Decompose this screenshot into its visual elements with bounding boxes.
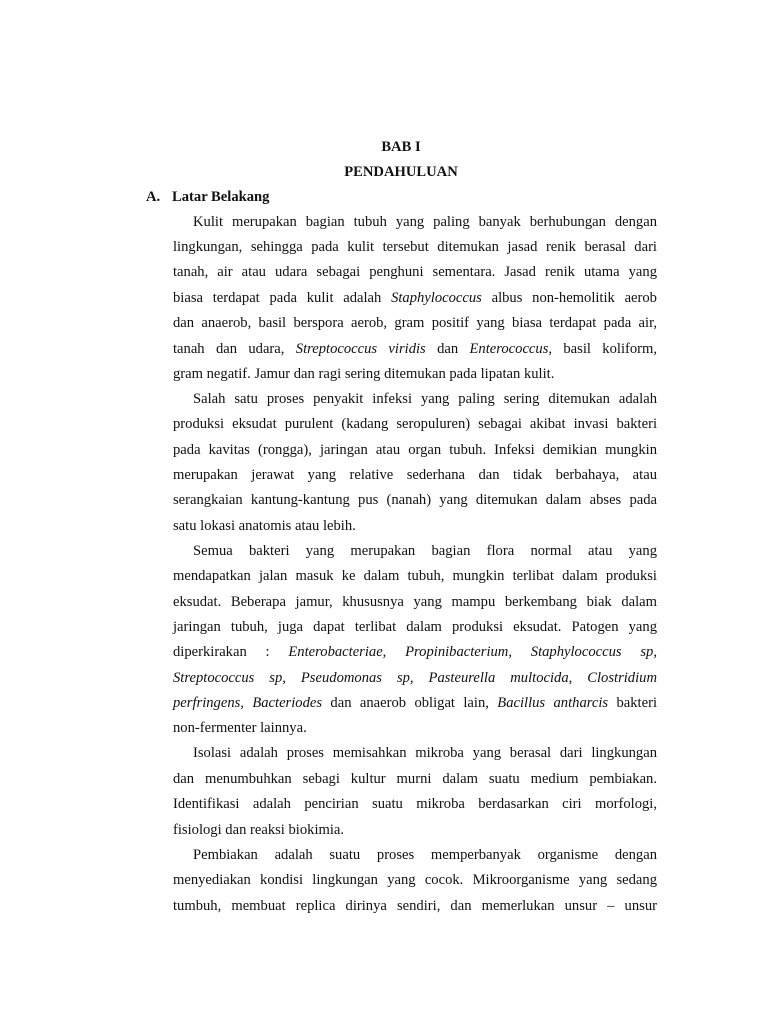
body-text: lingkungan, sehingga pada kulit tersebut ditemukan jasad renik berasal dari	[173, 239, 657, 255]
body-line	[173, 870, 657, 890]
section-title: Latar Belakang	[172, 189, 270, 205]
body-line	[173, 668, 657, 688]
italic-term: Enterococcus,	[469, 341, 553, 357]
body-text: pada kavitas (rongga), jaringan atau organ tubuh. Infeksi demikian mungkin	[173, 442, 657, 458]
body-line	[193, 541, 657, 561]
section-number: A.	[146, 189, 161, 205]
chapter-title: PENDAHULUAN	[344, 164, 458, 180]
body-text: serangkaian kantung-kantung pus (nanah) yang ditemukan dalam abses pada	[173, 492, 657, 508]
body-text: dan anaerob, basil berspora aerob, gram positif yang biasa terdapat pada air,	[173, 315, 657, 331]
body-line	[173, 490, 657, 510]
body-text: tanah, air atau udara sebagai penghuni sementara. Jasad renik utama yang	[173, 264, 657, 280]
body-text: Kulit merupakan bagian tubuh yang paling banyak berhubungan dengan	[193, 214, 657, 230]
body-text: Semua bakteri yang merupakan bagian flora normal atau yang	[193, 543, 657, 559]
body-text: basil koliform,	[552, 341, 658, 357]
body-line	[173, 465, 657, 485]
body-text: biasa terdapat pada kulit adalah	[173, 290, 392, 306]
chapter-number: BAB I	[381, 139, 421, 155]
body-text: dan anaerob obligat lain,	[322, 695, 498, 711]
body-text: eksudat. Beberapa jamur, khususnya yang mampu berkembang biak dalam	[173, 594, 657, 610]
body-line	[173, 440, 657, 460]
body-line	[173, 364, 657, 384]
body-line	[193, 389, 657, 409]
body-text: tanah dan udara,	[173, 341, 296, 357]
body-text: fisiologi dan reaksi biokimia.	[173, 822, 345, 838]
body-line	[173, 693, 657, 713]
body-text: non-fermenter lainnya.	[173, 720, 307, 736]
body-line	[173, 617, 657, 637]
body-text: Salah satu proses penyakit infeksi yang paling sering ditemukan adalah	[193, 391, 657, 407]
body-text: produksi eksudat purulent (kadang seropuluren) sebagai akibat invasi bakteri	[173, 416, 657, 432]
body-line	[173, 516, 657, 536]
body-line	[173, 262, 657, 282]
body-text: satu lokasi anatomis atau lebih.	[173, 518, 356, 534]
body-text: dan	[425, 341, 470, 357]
body-text: menyediakan kondisi lingkungan yang cocok. Mikroorganisme yang sedang	[173, 872, 657, 888]
body-line	[193, 743, 657, 763]
section-heading	[146, 187, 269, 207]
body-text: dan menumbuhkan sebagi kultur murni dalam suatu medium pembiakan.	[173, 771, 657, 787]
body-text: tumbuh, membuat replica dirinya sendiri, dan memerlukan unsur – unsur	[173, 898, 657, 914]
body-text: albus non-hemolitik aerob	[481, 290, 657, 306]
body-text: jaringan tubuh, juga dapat terlibat dalam produksi eksudat. Patogen yang	[173, 619, 657, 635]
body-line	[173, 820, 657, 840]
body-line	[173, 896, 657, 916]
body-line	[173, 642, 657, 662]
body-text: merupakan jerawat yang relative sederhana dan tidak berbahaya, atau	[173, 467, 657, 483]
italic-term: Streptococcus viridis	[295, 341, 426, 357]
body-line	[173, 794, 657, 814]
body-text: diperkirakan :	[173, 644, 289, 660]
body-line	[173, 718, 657, 738]
body-line	[193, 845, 657, 865]
body-line	[173, 566, 657, 586]
body-line	[173, 339, 657, 359]
body-text: Pembiakan adalah suatu proses memperbanyak organisme dengan	[193, 847, 657, 863]
body-line	[173, 313, 657, 333]
body-line	[173, 288, 657, 308]
italic-term: perfringens, Bacteriodes	[173, 695, 323, 711]
body-text: Isolasi adalah proses memisahkan mikroba yang berasal dari lingkungan	[193, 745, 657, 761]
italic-term: Enterobacteriae, Propinibacterium, Staphylococcus sp,	[288, 644, 657, 660]
italic-term: Streptococcus sp, Pseudomonas sp, Pasteurella multocida, Clostridium	[173, 670, 657, 686]
body-line	[173, 592, 657, 612]
body-line	[173, 769, 657, 789]
italic-term: Staphylococcus	[391, 290, 482, 306]
body-text: mendapatkan jalan masuk ke dalam tubuh, mungkin terlibat dalam produksi	[173, 568, 657, 584]
italic-term: Bacillus antharcis	[497, 695, 609, 711]
body-text: bakteri	[608, 695, 657, 711]
body-text: gram negatif. Jamur dan ragi sering ditemukan pada lipatan kulit.	[173, 366, 555, 382]
body-line	[173, 237, 657, 257]
body-line	[173, 414, 657, 434]
body-text: Identifikasi adalah pencirian suatu mikroba berdasarkan ciri morfologi,	[173, 796, 657, 812]
body-line	[193, 212, 657, 232]
